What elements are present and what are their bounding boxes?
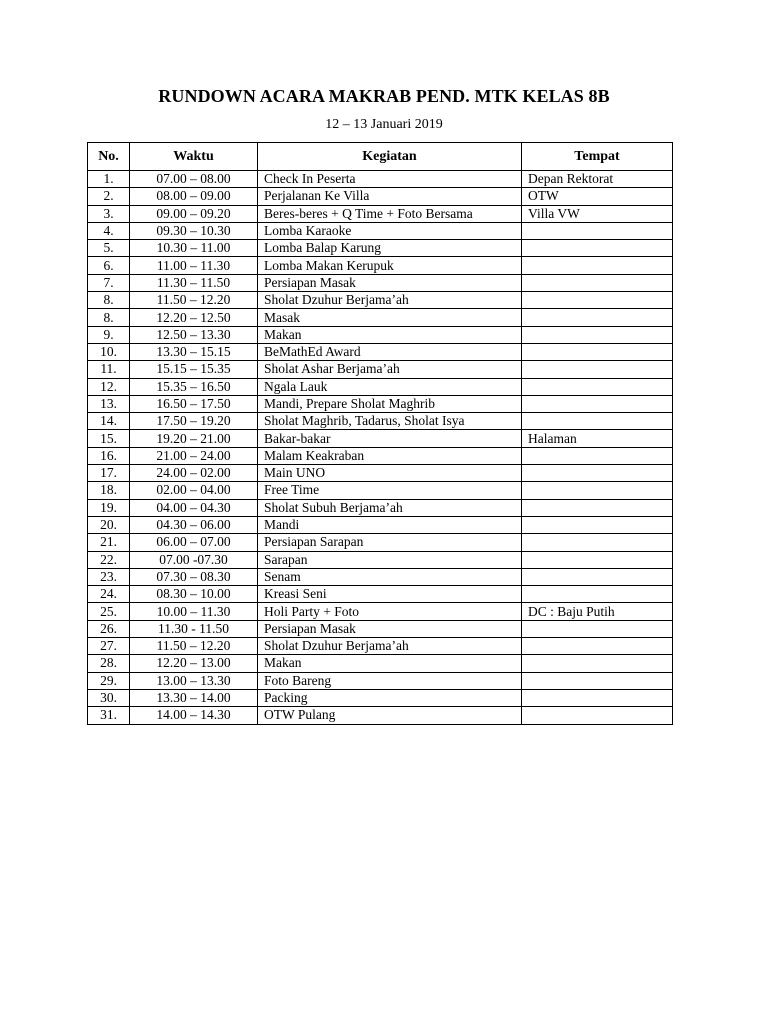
cell-waktu: 14.00 – 14.30 bbox=[130, 707, 258, 724]
cell-kegiatan: Lomba Makan Kerupuk bbox=[258, 257, 522, 274]
table-row bbox=[88, 257, 673, 274]
cell-no: 27. bbox=[88, 638, 130, 655]
table-row bbox=[88, 447, 673, 464]
cell-no: 30. bbox=[88, 689, 130, 706]
cell-kegiatan: Kreasi Seni bbox=[258, 586, 522, 603]
rundown-table bbox=[87, 142, 673, 725]
cell-waktu: 11.00 – 11.30 bbox=[130, 257, 258, 274]
cell-waktu: 12.20 – 12.50 bbox=[130, 309, 258, 326]
cell-waktu: 08.00 – 09.00 bbox=[130, 188, 258, 205]
table-row bbox=[88, 689, 673, 706]
cell-kegiatan: Mandi, Prepare Sholat Maghrib bbox=[258, 395, 522, 412]
cell-kegiatan: Check In Peserta bbox=[258, 171, 522, 188]
cell-kegiatan: Bakar-bakar bbox=[258, 430, 522, 447]
cell-waktu: 11.30 - 11.50 bbox=[130, 620, 258, 637]
cell-waktu: 02.00 – 04.00 bbox=[130, 482, 258, 499]
cell-tempat bbox=[522, 568, 673, 585]
header-kegiatan: Kegiatan bbox=[258, 143, 522, 171]
cell-tempat bbox=[522, 534, 673, 551]
cell-kegiatan: Free Time bbox=[258, 482, 522, 499]
cell-tempat bbox=[522, 361, 673, 378]
cell-tempat bbox=[522, 551, 673, 568]
cell-tempat: Villa VW bbox=[522, 205, 673, 222]
table-body bbox=[88, 171, 673, 725]
cell-tempat bbox=[522, 707, 673, 724]
cell-tempat: Depan Rektorat bbox=[522, 171, 673, 188]
cell-tempat: Halaman bbox=[522, 430, 673, 447]
cell-kegiatan: Persiapan Masak bbox=[258, 620, 522, 637]
cell-no: 24. bbox=[88, 586, 130, 603]
cell-tempat bbox=[522, 465, 673, 482]
cell-kegiatan: Senam bbox=[258, 568, 522, 585]
cell-tempat bbox=[522, 499, 673, 516]
cell-no: 2. bbox=[88, 188, 130, 205]
cell-waktu: 11.30 – 11.50 bbox=[130, 274, 258, 291]
table-row bbox=[88, 551, 673, 568]
cell-waktu: 11.50 – 12.20 bbox=[130, 292, 258, 309]
cell-tempat bbox=[522, 222, 673, 239]
table-row bbox=[88, 309, 673, 326]
cell-no: 31. bbox=[88, 707, 130, 724]
table-row bbox=[88, 586, 673, 603]
cell-waktu: 10.30 – 11.00 bbox=[130, 240, 258, 257]
cell-no: 14. bbox=[88, 413, 130, 430]
table-row bbox=[88, 188, 673, 205]
cell-waktu: 12.50 – 13.30 bbox=[130, 326, 258, 343]
cell-kegiatan: Lomba Balap Karung bbox=[258, 240, 522, 257]
table-row bbox=[88, 620, 673, 637]
cell-no: 23. bbox=[88, 568, 130, 585]
cell-waktu: 04.00 – 04.30 bbox=[130, 499, 258, 516]
header-waktu: Waktu bbox=[130, 143, 258, 171]
table-row bbox=[88, 292, 673, 309]
table-row bbox=[88, 534, 673, 551]
cell-no: 10. bbox=[88, 343, 130, 360]
cell-kegiatan: Mandi bbox=[258, 516, 522, 533]
cell-tempat bbox=[522, 292, 673, 309]
header-tempat: Tempat bbox=[522, 143, 673, 171]
table-row bbox=[88, 465, 673, 482]
table-row bbox=[88, 326, 673, 343]
table-row bbox=[88, 499, 673, 516]
table-row bbox=[88, 655, 673, 672]
cell-kegiatan: Beres-beres + Q Time + Foto Bersama bbox=[258, 205, 522, 222]
cell-kegiatan: OTW Pulang bbox=[258, 707, 522, 724]
cell-tempat bbox=[522, 326, 673, 343]
cell-tempat bbox=[522, 516, 673, 533]
cell-kegiatan: Sholat Dzuhur Berjama’ah bbox=[258, 292, 522, 309]
cell-waktu: 15.15 – 15.35 bbox=[130, 361, 258, 378]
cell-waktu: 15.35 – 16.50 bbox=[130, 378, 258, 395]
cell-waktu: 09.00 – 09.20 bbox=[130, 205, 258, 222]
cell-no: 16. bbox=[88, 447, 130, 464]
cell-waktu: 19.20 – 21.00 bbox=[130, 430, 258, 447]
cell-tempat bbox=[522, 638, 673, 655]
cell-waktu: 12.20 – 13.00 bbox=[130, 655, 258, 672]
cell-tempat: OTW bbox=[522, 188, 673, 205]
cell-waktu: 07.00 -07.30 bbox=[130, 551, 258, 568]
cell-no: 26. bbox=[88, 620, 130, 637]
cell-no: 7. bbox=[88, 274, 130, 291]
table-row bbox=[88, 222, 673, 239]
cell-kegiatan: Holi Party + Foto bbox=[258, 603, 522, 620]
cell-tempat bbox=[522, 378, 673, 395]
cell-kegiatan: Sholat Subuh Berjama’ah bbox=[258, 499, 522, 516]
cell-no: 8. bbox=[88, 292, 130, 309]
cell-no: 6. bbox=[88, 257, 130, 274]
cell-no: 19. bbox=[88, 499, 130, 516]
cell-tempat bbox=[522, 257, 673, 274]
cell-no: 3. bbox=[88, 205, 130, 222]
cell-waktu: 13.30 – 14.00 bbox=[130, 689, 258, 706]
table-row bbox=[88, 361, 673, 378]
cell-tempat bbox=[522, 395, 673, 412]
table-row bbox=[88, 378, 673, 395]
cell-waktu: 06.00 – 07.00 bbox=[130, 534, 258, 551]
cell-tempat bbox=[522, 689, 673, 706]
cell-waktu: 07.30 – 08.30 bbox=[130, 568, 258, 585]
cell-waktu: 11.50 – 12.20 bbox=[130, 638, 258, 655]
cell-no: 13. bbox=[88, 395, 130, 412]
cell-waktu: 10.00 – 11.30 bbox=[130, 603, 258, 620]
cell-no: 21. bbox=[88, 534, 130, 551]
cell-tempat bbox=[522, 482, 673, 499]
document-title: RUNDOWN ACARA MAKRAB PEND. MTK KELAS 8B bbox=[158, 86, 610, 106]
cell-waktu: 09.30 – 10.30 bbox=[130, 222, 258, 239]
cell-kegiatan: Main UNO bbox=[258, 465, 522, 482]
header-row bbox=[88, 143, 673, 171]
table-row bbox=[88, 568, 673, 585]
cell-no: 17. bbox=[88, 465, 130, 482]
cell-kegiatan: Perjalanan Ke Villa bbox=[258, 188, 522, 205]
table-row bbox=[88, 413, 673, 430]
cell-no: 11. bbox=[88, 361, 130, 378]
cell-waktu: 17.50 – 19.20 bbox=[130, 413, 258, 430]
cell-waktu: 21.00 – 24.00 bbox=[130, 447, 258, 464]
cell-tempat bbox=[522, 447, 673, 464]
cell-no: 12. bbox=[88, 378, 130, 395]
cell-no: 9. bbox=[88, 326, 130, 343]
table-row bbox=[88, 603, 673, 620]
cell-kegiatan: Persiapan Sarapan bbox=[258, 534, 522, 551]
cell-tempat bbox=[522, 586, 673, 603]
cell-no: 4. bbox=[88, 222, 130, 239]
table-row bbox=[88, 707, 673, 724]
cell-kegiatan: Packing bbox=[258, 689, 522, 706]
cell-no: 25. bbox=[88, 603, 130, 620]
cell-waktu: 04.30 – 06.00 bbox=[130, 516, 258, 533]
table-row bbox=[88, 395, 673, 412]
cell-no: 29. bbox=[88, 672, 130, 689]
cell-kegiatan: Foto Bareng bbox=[258, 672, 522, 689]
cell-kegiatan: Masak bbox=[258, 309, 522, 326]
cell-waktu: 07.00 – 08.00 bbox=[130, 171, 258, 188]
document-date: 12 – 13 Januari 2019 bbox=[325, 117, 443, 132]
cell-kegiatan: Sholat Ashar Berjama’ah bbox=[258, 361, 522, 378]
cell-waktu: 13.00 – 13.30 bbox=[130, 672, 258, 689]
table-row bbox=[88, 482, 673, 499]
cell-kegiatan: BeMathEd Award bbox=[258, 343, 522, 360]
cell-no: 18. bbox=[88, 482, 130, 499]
cell-kegiatan: Sholat Maghrib, Tadarus, Sholat Isya bbox=[258, 413, 522, 430]
cell-no: 1. bbox=[88, 171, 130, 188]
table-row bbox=[88, 205, 673, 222]
cell-tempat bbox=[522, 413, 673, 430]
cell-no: 28. bbox=[88, 655, 130, 672]
cell-kegiatan: Persiapan Masak bbox=[258, 274, 522, 291]
cell-tempat bbox=[522, 343, 673, 360]
cell-kegiatan: Ngala Lauk bbox=[258, 378, 522, 395]
cell-kegiatan: Makan bbox=[258, 655, 522, 672]
cell-tempat bbox=[522, 655, 673, 672]
cell-tempat bbox=[522, 240, 673, 257]
cell-tempat bbox=[522, 274, 673, 291]
header-no: No. bbox=[88, 143, 130, 171]
table-header bbox=[88, 143, 673, 171]
table-row bbox=[88, 638, 673, 655]
cell-kegiatan: Malam Keakraban bbox=[258, 447, 522, 464]
cell-waktu: 13.30 – 15.15 bbox=[130, 343, 258, 360]
table-row bbox=[88, 430, 673, 447]
cell-no: 5. bbox=[88, 240, 130, 257]
cell-tempat bbox=[522, 620, 673, 637]
cell-no: 22. bbox=[88, 551, 130, 568]
cell-waktu: 08.30 – 10.00 bbox=[130, 586, 258, 603]
table-row bbox=[88, 274, 673, 291]
table-row bbox=[88, 343, 673, 360]
cell-tempat: DC : Baju Putih bbox=[522, 603, 673, 620]
cell-waktu: 16.50 – 17.50 bbox=[130, 395, 258, 412]
cell-kegiatan: Makan bbox=[258, 326, 522, 343]
table-row bbox=[88, 516, 673, 533]
cell-no: 8. bbox=[88, 309, 130, 326]
cell-no: 20. bbox=[88, 516, 130, 533]
table-row bbox=[88, 240, 673, 257]
cell-waktu: 24.00 – 02.00 bbox=[130, 465, 258, 482]
cell-kegiatan: Sholat Dzuhur Berjama’ah bbox=[258, 638, 522, 655]
cell-tempat bbox=[522, 309, 673, 326]
cell-kegiatan: Lomba Karaoke bbox=[258, 222, 522, 239]
cell-tempat bbox=[522, 672, 673, 689]
table-row bbox=[88, 171, 673, 188]
cell-no: 15. bbox=[88, 430, 130, 447]
cell-kegiatan: Sarapan bbox=[258, 551, 522, 568]
table-row bbox=[88, 672, 673, 689]
